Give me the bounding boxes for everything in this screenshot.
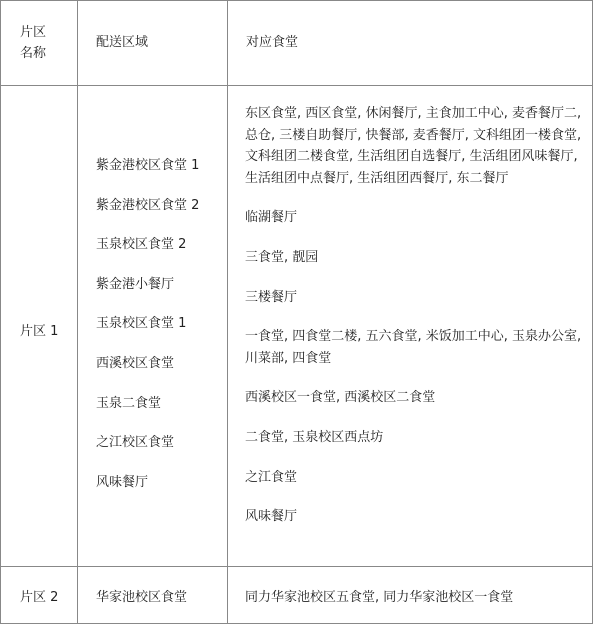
list-item: 之江校区食堂 — [96, 435, 175, 451]
header-row — [1, 1, 593, 86]
header-delivery-area: 配送区域 — [78, 1, 228, 86]
list-item: 风味餐厅 — [96, 474, 149, 490]
canteen-cell — [228, 86, 593, 567]
list-item: 三楼餐厅 — [245, 289, 298, 305]
list-item: 一食堂, 四食堂二楼, 五六食堂, 米饭加工中心, 玉泉办公室, 川菜部, 四食堂 — [245, 329, 582, 366]
zone-name-cell: 片区 1 — [1, 86, 78, 567]
list-item: 紫金港小餐厅 — [96, 276, 175, 292]
list-item: 紫金港校区食堂 1 — [96, 158, 200, 173]
header-zone-line2: 名称 — [20, 46, 47, 61]
header-canteen: 对应食堂 — [228, 1, 593, 86]
canteen-cell: 同力华家池校区五食堂, 同力华家池校区一食堂 — [228, 567, 593, 624]
delivery-area-cell: 华家池校区食堂 — [78, 567, 228, 624]
table-row-zone-2 — [1, 567, 593, 624]
delivery-area-cell — [78, 86, 228, 567]
header-zone-name — [1, 1, 78, 86]
delivery-area-list — [78, 86, 227, 513]
list-item: 西溪校区一食堂, 西溪校区二食堂 — [245, 390, 436, 406]
list-item: 玉泉校区食堂 2 — [96, 237, 187, 253]
list-item: 风味餐厅 — [245, 509, 298, 525]
zone-name-cell: 片区 2 — [1, 567, 78, 624]
header-zone-line1: 片区 — [20, 25, 47, 40]
list-item: 玉泉校区食堂 1 — [96, 316, 187, 332]
canteen-list — [228, 86, 592, 528]
list-item: 东区食堂, 西区食堂, 休闲餐厅, 主食加工中心, 麦香餐厅二, 总仓, 三楼自助餐厅, 快餐部, 麦香餐厅, 文科组团一楼食堂, 文科组团二楼食堂, 生活组团自选餐厅, 生活组团风味餐厅, 生活组团中点餐厅, 生活组团西餐厅, 东二餐厅 — [245, 106, 582, 186]
list-item: 之江食堂 — [245, 469, 298, 485]
list-item: 玉泉二食堂 — [96, 395, 162, 411]
list-item: 二食堂, 玉泉校区西点坊 — [245, 429, 384, 445]
table-row-zone-1 — [1, 86, 593, 567]
list-item: 三食堂, 靓园 — [245, 249, 319, 265]
list-item: 紫金港校区食堂 2 — [96, 197, 200, 213]
list-item: 西溪校区食堂 — [96, 355, 175, 371]
list-item: 临湖餐厅 — [245, 210, 298, 226]
